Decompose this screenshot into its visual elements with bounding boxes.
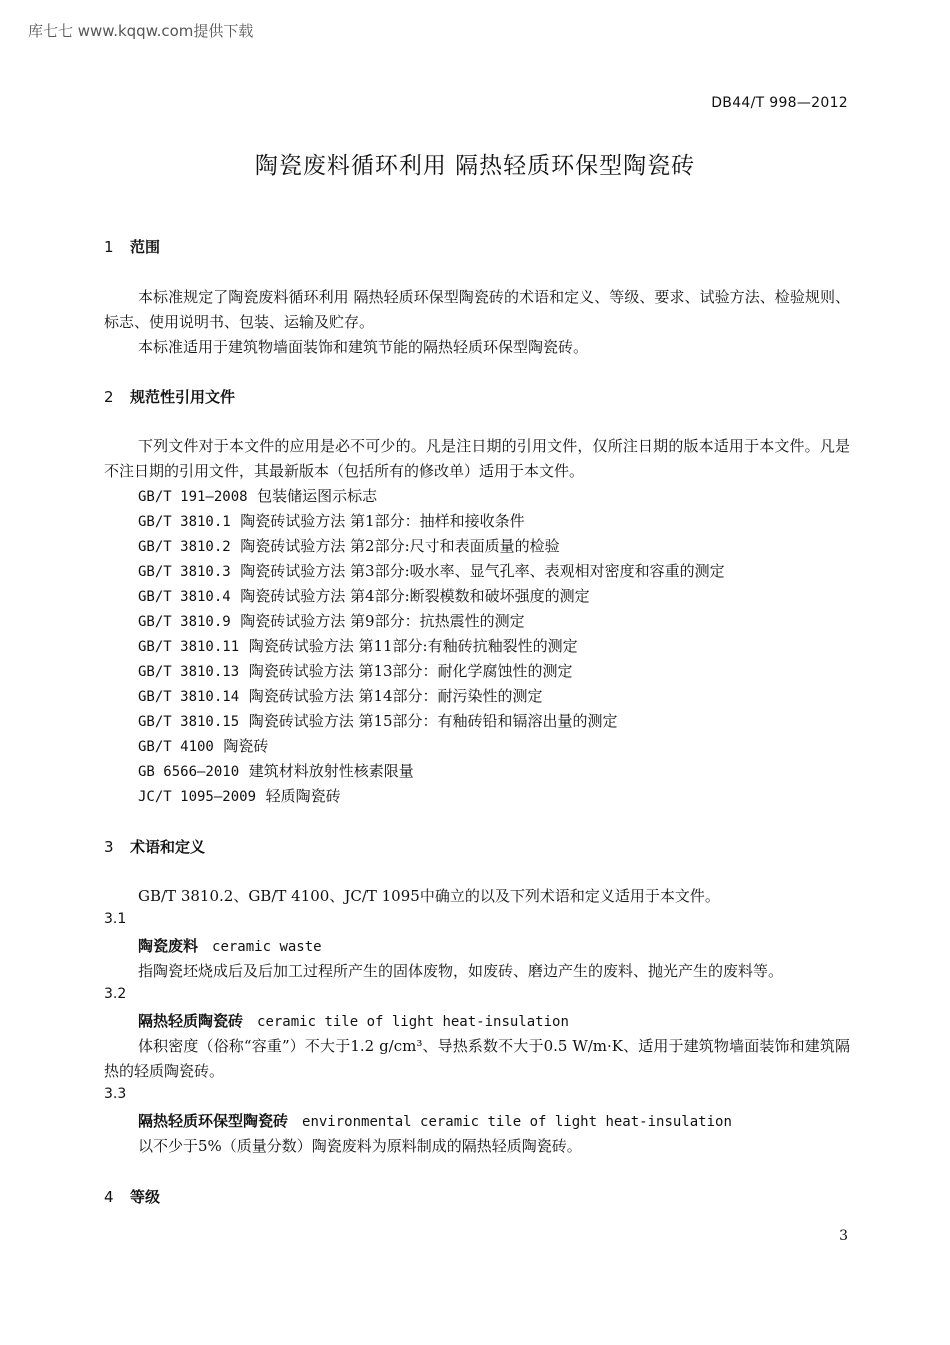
reference-item: [138, 660, 573, 681]
reference-name: 轻质陶瓷砖: [265, 787, 341, 805]
reference-name: 陶瓷砖试验方法 第3部分:吸水率、显气孔率、表观相对密度和容重的测定: [240, 562, 725, 580]
reference-code: GB/T 191—2008: [138, 489, 248, 505]
reference-name: 陶瓷砖试验方法 第14部分：耐污染性的测定: [248, 687, 543, 705]
reference-code: GB/T 3810.15: [138, 714, 240, 730]
section-title: 术语和定义: [130, 838, 206, 856]
reference-item: [138, 485, 377, 506]
term-number: 3.1: [104, 911, 127, 927]
term-definition: 体积密度（俗称“容重”）不大于1.2 g/cm³、导热系数不大于0.5 W/m·K、适用于建筑物墙面装饰和建筑隔热的轻质陶瓷砖。: [104, 1037, 850, 1080]
reference-code: GB/T 4100: [138, 739, 214, 755]
reference-code: GB/T 3810.1: [138, 514, 231, 530]
reference-name: 陶瓷砖试验方法 第2部分:尺寸和表面质量的检验: [240, 537, 560, 555]
term-entry: [138, 1110, 732, 1131]
reference-name: 包装储运图示标志: [257, 487, 378, 505]
reference-item: [138, 610, 525, 631]
section-heading-normative: [104, 386, 235, 407]
reference-name: 陶瓷砖试验方法 第13部分：耐化学腐蚀性的测定: [248, 662, 573, 680]
section-heading-scope: [104, 236, 160, 257]
reference-item: [138, 760, 414, 781]
section-heading-terms: [104, 836, 205, 857]
scope-paragraph-1: 本标准规定了陶瓷废料循环利用 隔热轻质环保型陶瓷砖的术语和定义、等级、要求、试验方法、检验规则、标志、使用说明书、包装、运输及贮存。: [104, 288, 850, 331]
section-number: 4: [104, 1188, 114, 1206]
term-english: ceramic waste: [212, 939, 322, 955]
term-entry: [138, 935, 322, 956]
section-title: 范围: [130, 238, 161, 256]
reference-name: 陶瓷砖试验方法 第4部分:断裂模数和破坏强度的测定: [240, 587, 590, 605]
document-title: 陶瓷废料循环利用 隔热轻质环保型陶瓷砖: [254, 153, 696, 179]
reference-code: GB/T 3810.11: [138, 639, 240, 655]
reference-item: [138, 560, 725, 581]
reference-code: GB/T 3810.14: [138, 689, 240, 705]
reference-code: GB/T 3810.4: [138, 589, 231, 605]
reference-item: [138, 735, 268, 756]
reference-item: [138, 785, 341, 806]
term-definition: 以不少于5%（质量分数）陶瓷废料为原料制成的隔热轻质陶瓷砖。: [138, 1137, 582, 1155]
section-title: 等级: [130, 1188, 161, 1206]
term-english: ceramic tile of light heat-insulation: [257, 1014, 569, 1030]
term-chinese: 陶瓷废料: [138, 937, 199, 955]
reference-item: [138, 510, 525, 531]
term-chinese: 隔热轻质陶瓷砖: [138, 1012, 244, 1030]
term-chinese: 隔热轻质环保型陶瓷砖: [138, 1112, 289, 1130]
reference-name: 建筑材料放射性核素限量: [248, 762, 414, 780]
reference-code: GB/T 3810.13: [138, 664, 240, 680]
section-number: 1: [104, 238, 114, 256]
reference-name: 陶瓷砖: [223, 737, 269, 755]
section-number: 2: [104, 388, 114, 406]
section-heading-grade: [104, 1186, 160, 1207]
reference-name: 陶瓷砖试验方法 第15部分：有釉砖铅和镉溶出量的测定: [248, 712, 618, 730]
term-number: 3.3: [104, 1086, 127, 1102]
reference-code: GB/T 3810.2: [138, 539, 231, 555]
reference-name: 陶瓷砖试验方法 第11部分:有釉砖抗釉裂性的测定: [248, 637, 578, 655]
normative-intro: 下列文件对于本文件的应用是必不可少的。凡是注日期的引用文件，仅所注日期的版本适用于本文件。凡是不注日期的引用文件，其最新版本（包括所有的修改单）适用于本文件。: [104, 437, 850, 480]
section-title: 规范性引用文件: [130, 388, 236, 406]
reference-item: [138, 685, 543, 706]
reference-code: GB/T 3810.9: [138, 614, 231, 630]
scope-paragraph-2: 本标准适用于建筑物墙面装饰和建筑节能的隔热轻质环保型陶瓷砖。: [138, 338, 589, 356]
reference-item: [138, 635, 578, 656]
term-definition: 指陶瓷坯烧成后及后加工过程所产生的固体废物，如废砖、磨边产生的废料、抛光产生的废料等。: [138, 962, 784, 980]
reference-name: 陶瓷砖试验方法 第1部分：抽样和接收条件: [240, 512, 525, 530]
reference-item: [138, 535, 560, 556]
term-number: 3.2: [104, 986, 127, 1002]
section-number: 3: [104, 838, 114, 856]
reference-name: 陶瓷砖试验方法 第9部分：抗热震性的测定: [240, 612, 525, 630]
term-entry: [138, 1010, 569, 1031]
document-number: DB44/T 998—2012: [711, 95, 848, 111]
reference-item: [138, 710, 618, 731]
reference-item: [138, 585, 590, 606]
term-english: environmental ceramic tile of light heat-insulation: [302, 1114, 732, 1130]
reference-code: GB 6566—2010: [138, 764, 240, 780]
page-number: 3: [839, 1228, 848, 1244]
reference-code: JC/T 1095—2009: [138, 789, 257, 805]
watermark-text: 库七七 www.kqqw.com提供下载: [28, 22, 254, 40]
reference-code: GB/T 3810.3: [138, 564, 231, 580]
terms-intro: GB/T 3810.2、GB/T 4100、JC/T 1095中确立的以及下列术语和定义适用于本文件。: [138, 887, 720, 905]
